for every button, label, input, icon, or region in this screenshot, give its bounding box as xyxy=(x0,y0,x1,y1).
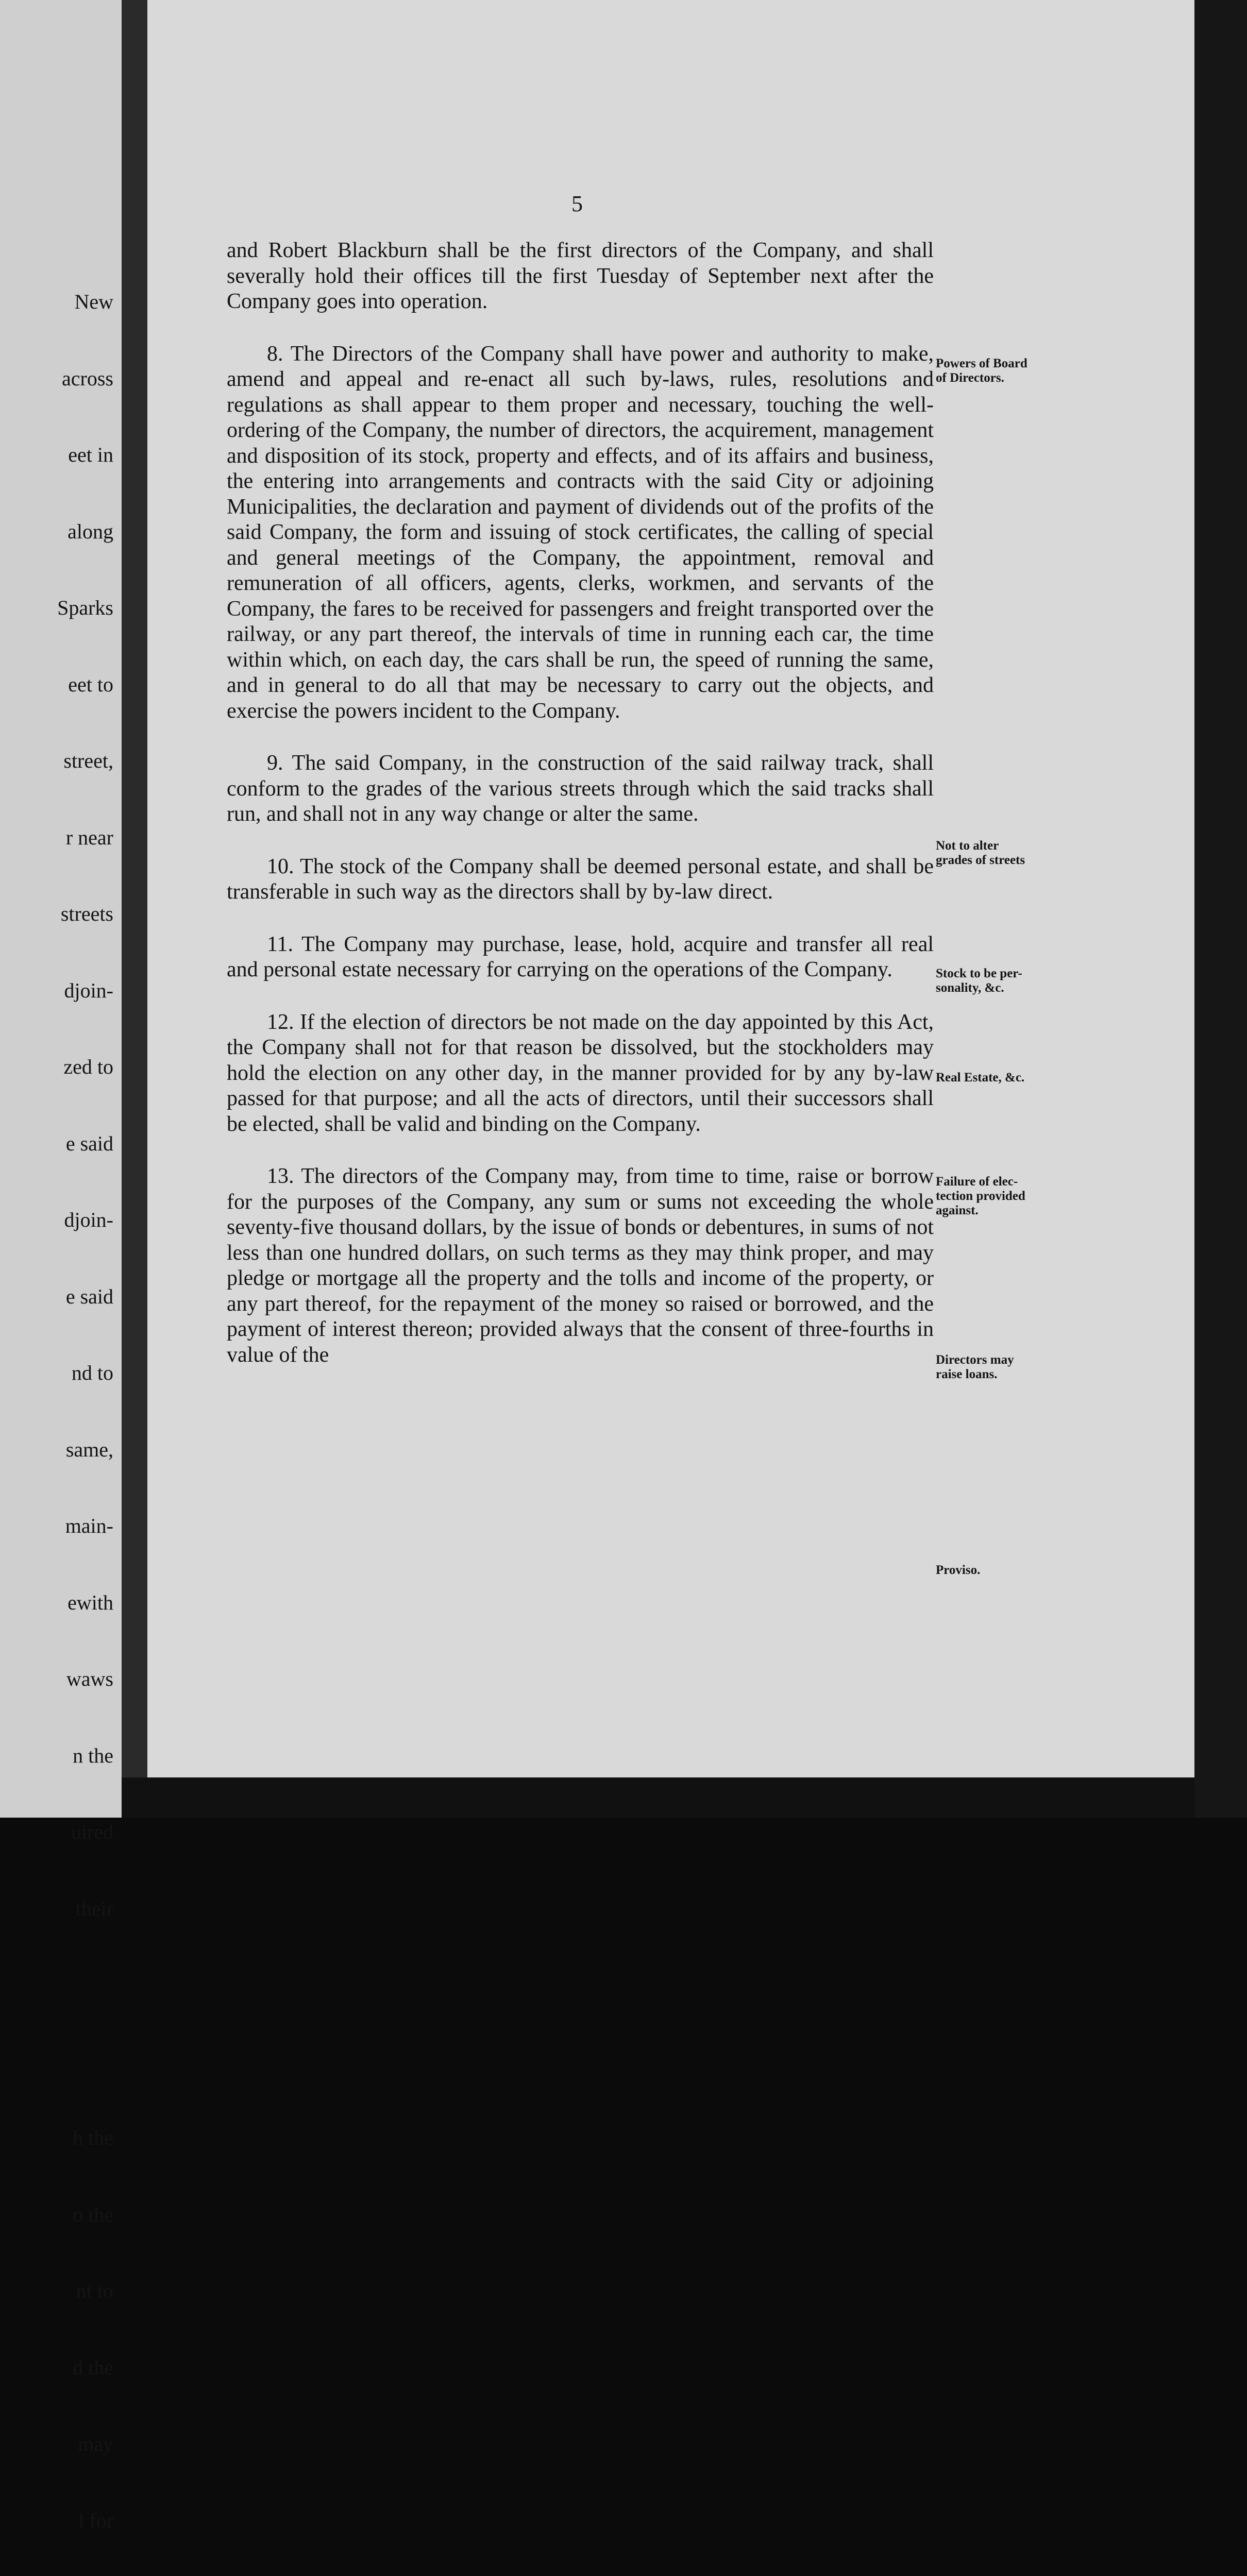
left-line: main- xyxy=(65,1514,113,1537)
left-line: uired xyxy=(71,1820,113,1843)
body-text xyxy=(227,238,934,1368)
paragraph-continuation: and Robert Blackburn shall be the first directors of the Company, and shall severally hold their offices till the first Tuesday of September next after the Company goes into operation. xyxy=(227,239,934,313)
left-line xyxy=(0,2049,113,2075)
left-line: r near xyxy=(65,825,113,849)
margin-note-grades: Not to alter grades of streets xyxy=(936,839,1025,867)
left-line: eet in xyxy=(68,443,113,466)
left-line: may xyxy=(78,2432,113,2455)
left-line: e said xyxy=(65,1131,113,1155)
book-gutter xyxy=(122,0,147,1818)
section-9: 9. The said Company, in the construction of the said railway track, shall conform to the grades of the various streets through which the said tracks shall run, and shall not in any way change or alter the same. xyxy=(227,751,934,826)
left-line: n the xyxy=(73,1743,113,1767)
bottom-scan-border xyxy=(122,1777,1194,1818)
left-line: djoin- xyxy=(64,978,113,1002)
left-page-text xyxy=(0,238,113,2576)
left-line: h the xyxy=(73,2126,113,2149)
left-line: o the xyxy=(73,2202,113,2226)
margin-note-real-estate: Real Estate, &c. xyxy=(936,1071,1025,1084)
left-line: their xyxy=(75,1896,113,1920)
left-line: nt to xyxy=(76,2279,113,2302)
left-line: d the xyxy=(73,2355,113,2379)
section-10: 10. The stock of the Company shall be deemed personal estate, and shall be transferable in such way as the directors shall by by-law direct. xyxy=(227,854,934,904)
left-line xyxy=(0,1972,113,1998)
page-number: 5 xyxy=(571,191,583,216)
left-line: waws xyxy=(66,1667,113,1690)
left-line: e said xyxy=(65,1284,113,1308)
left-line: street, xyxy=(63,749,113,772)
left-page-fragment xyxy=(0,0,122,2532)
margin-note-proviso: Proviso. xyxy=(936,1563,981,1577)
left-line: same, xyxy=(65,1437,113,1461)
left-line: streets xyxy=(60,902,113,925)
margin-note-stock: Stock to be per- sonality, &c. xyxy=(936,967,1022,995)
left-line: across xyxy=(62,366,113,390)
left-line: along xyxy=(68,519,113,543)
left-line: l for xyxy=(78,2509,113,2532)
left-line: djoin- xyxy=(64,1208,113,1231)
left-line: New xyxy=(74,290,113,313)
margin-note-loans: Directors may raise loans. xyxy=(936,1353,1014,1381)
section-8: 8. The Directors of the Company shall have power and authority to make, amend and appeal and re-enact all such by-laws, rules, resolutions and regulations as shall appear to them proper and necessary, touching the well-ordering of the Company, the number of directors, the acquirement, management and disposition of its stock, property and effects, and of its affairs and business, the entering into arrangements and contracts with the said City or adjoining Municipalities, the declaration and payment of dividends out of the profits of the said Company, the form and issuing of stock certificates, the calling of special and general meetings of the Company, the appointment, removal and remuneration of all officers, agents, clerks, workmen, and servants of the Company, the fares to be received for passengers and freight transported over the railway, or any part thereof, the intervals of time in running each car, the time within which, on each day, the cars shall be run, the speed of running the same, and in general to do all that may be necessary to carry out the objects, and exercise the powers incident to the Company. xyxy=(227,342,934,723)
left-line: ewith xyxy=(68,1590,113,1614)
section-12: 12. If the election of directors be not made on the day appointed by this Act, the Company shall not for that reason be dissolved, but the stockholders may hold the election on any other day, in the manner provided for by any by-law passed for that purpose; and all the acts of directors, until their successors shall be elected, shall be valid and binding on the Company. xyxy=(227,1010,934,1136)
right-scan-border xyxy=(1194,0,1247,1818)
margin-note-failure: Failure of elec- tection provided against. xyxy=(936,1175,1025,1217)
margin-note-powers: Powers of Board of Directors. xyxy=(936,357,1027,385)
section-11: 11. The Company may purchase, lease, hold, acquire and transfer all real and personal estate necessary for carrying on the operations of the Company. xyxy=(227,932,934,981)
left-line: eet to xyxy=(68,672,113,696)
left-line: nd to xyxy=(71,1361,113,1384)
left-line: zed to xyxy=(63,1055,113,1078)
section-13: 13. The directors of the Company may, from time to time, raise or borrow for the purposes of the Company, any sum or sums not exceeding the whole seventy-five thousand dollars, by the issue of bonds or debentures, in sums of not less than one hundred dollars, on such terms as they may think proper, and may pledge or mortgage all the property and the tolls and income of the property, or any part thereof, for the repayment of the money so raised or borrowed, and the payment of interest thereon; provided always that the consent of three-fourths in value of the xyxy=(227,1164,934,1367)
left-line: Sparks xyxy=(57,596,113,619)
